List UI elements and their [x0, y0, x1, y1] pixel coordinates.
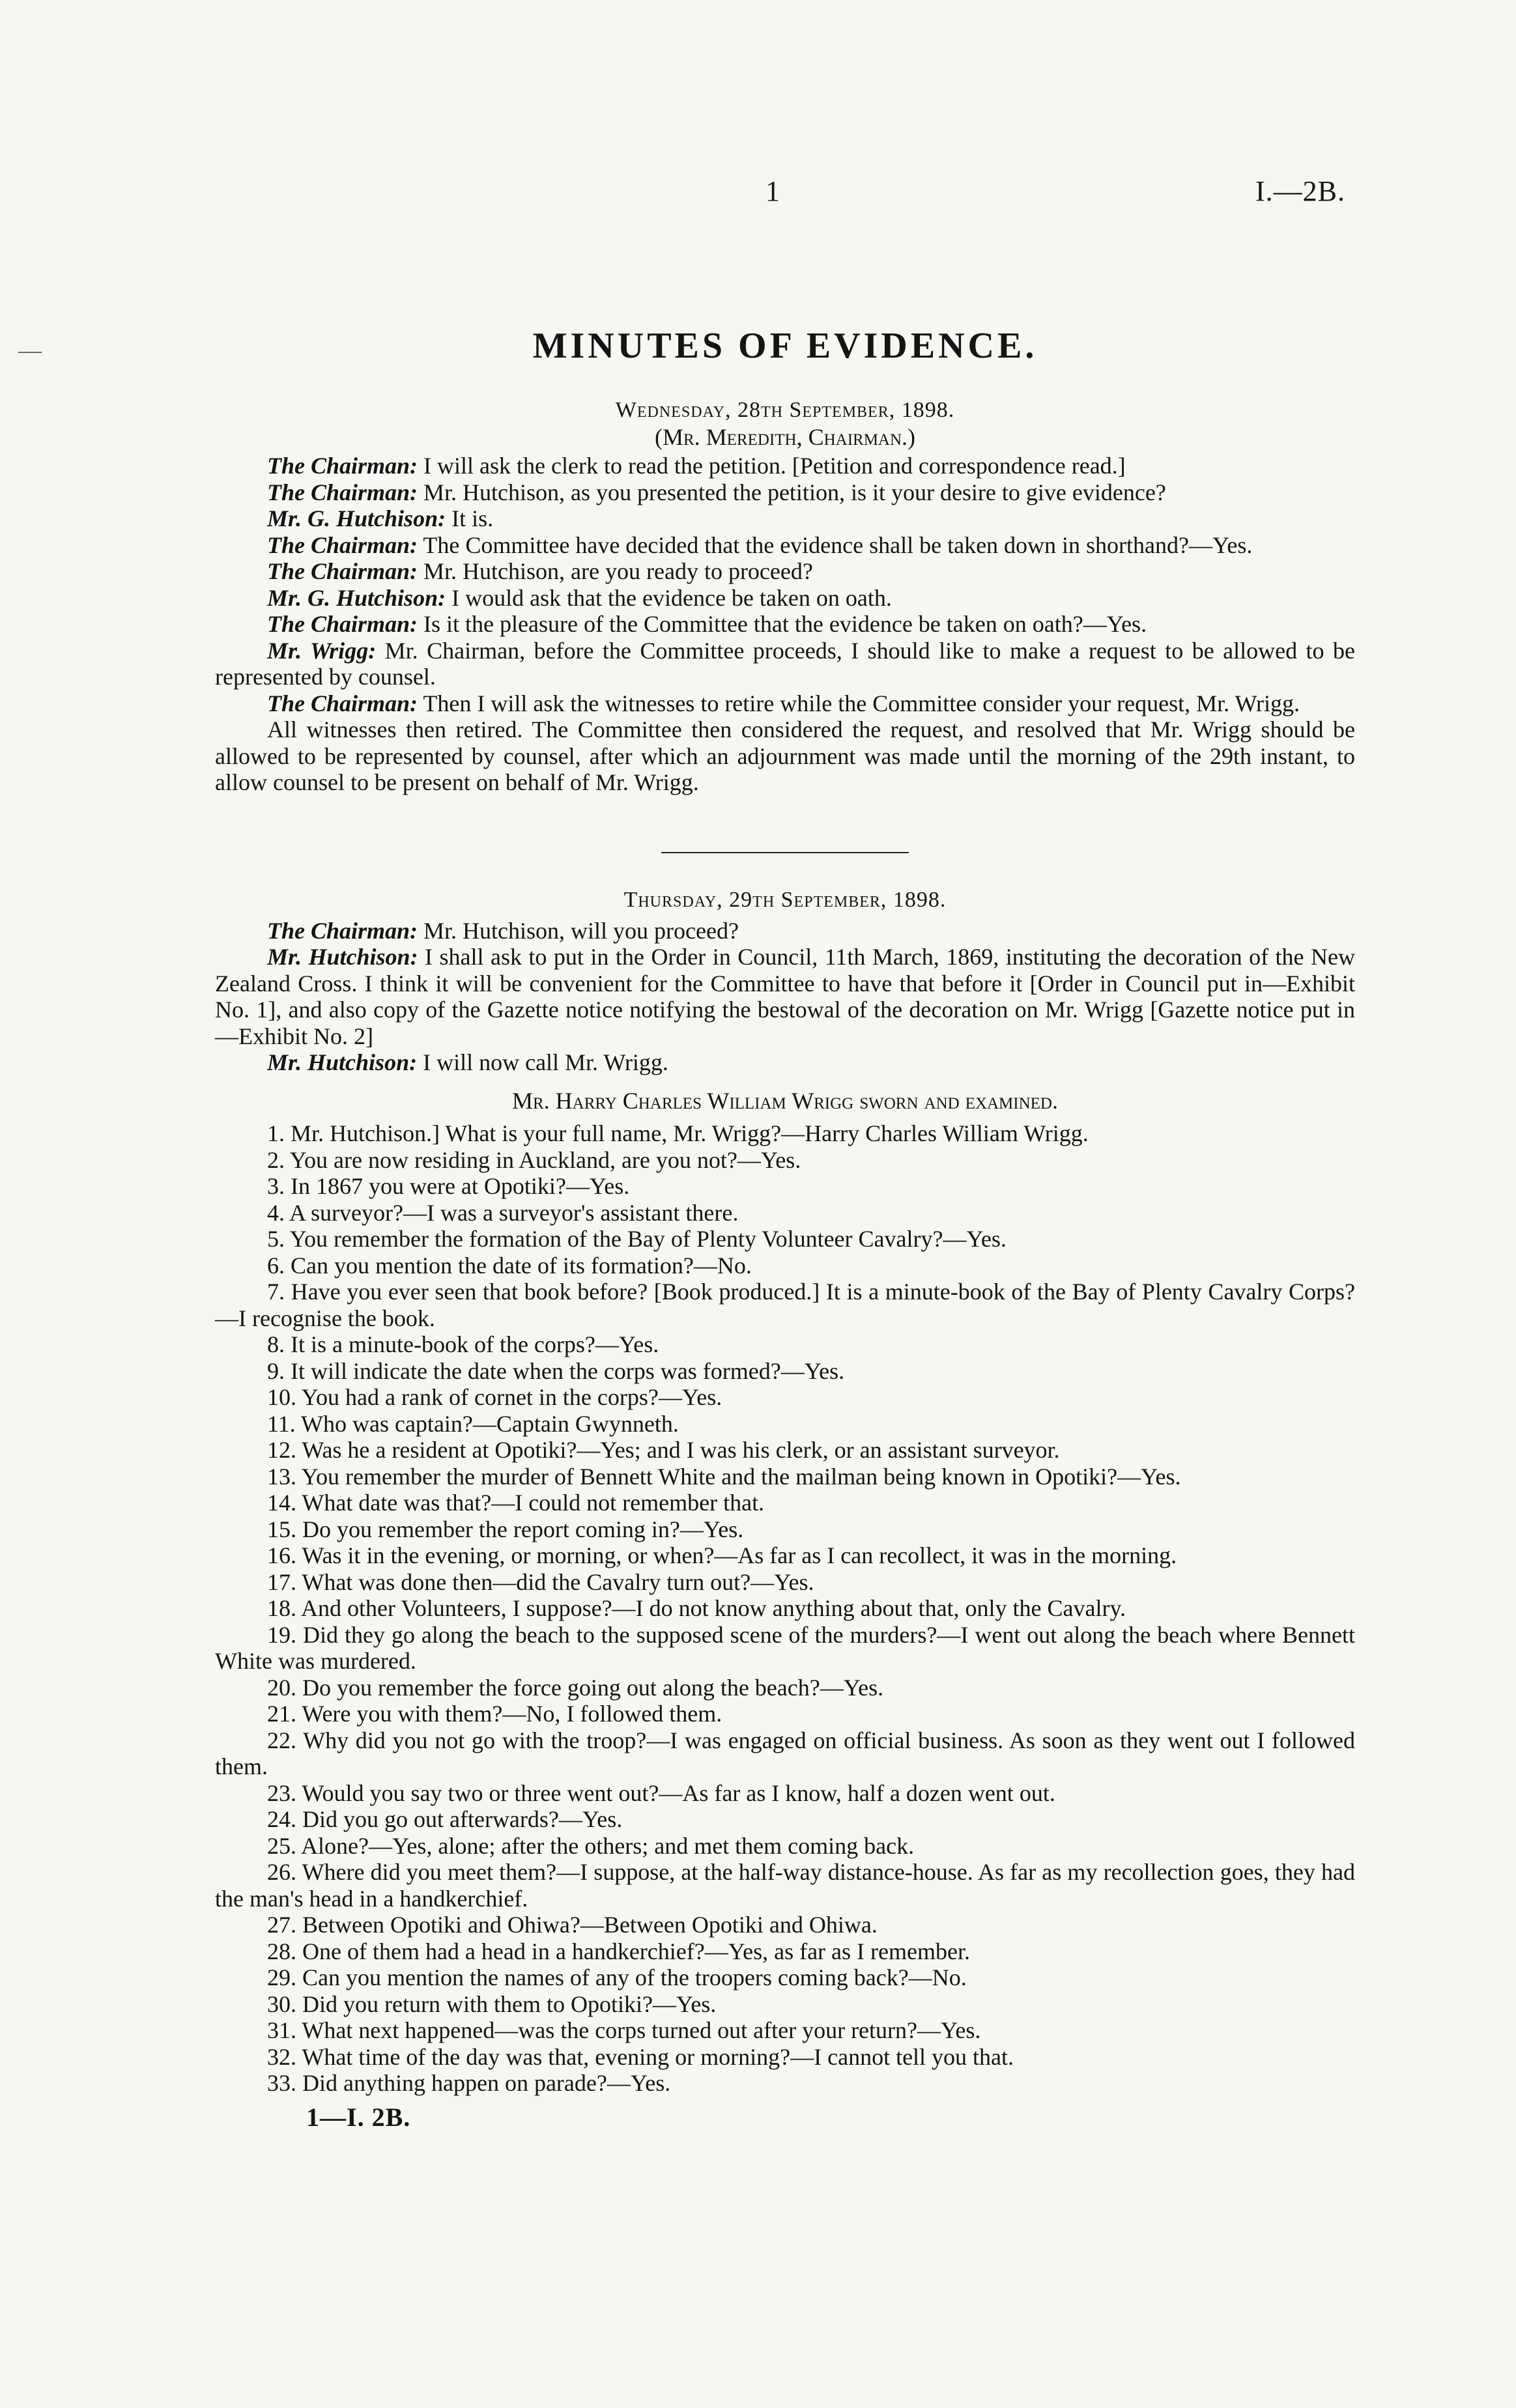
- question-item: 16. Was it in the evening, or morning, or when?—As far as I can recollect, it was in the morning.: [267, 1542, 1177, 1568]
- margin-mark: [18, 352, 42, 353]
- transcript-entry: [215, 1049, 1355, 1076]
- question-item: 9. It will indicate the date when the corps was formed?—Yes.: [267, 1357, 845, 1384]
- transcript-entry: [215, 505, 1355, 532]
- speaker-name: Mr. G. Hutchison:: [267, 584, 446, 611]
- session-entries: [215, 918, 1355, 1076]
- question-item: 14. What date was that?—I could not remember that.: [267, 1490, 765, 1516]
- transcript-entry: [215, 690, 1355, 717]
- page-header: [0, 175, 1516, 214]
- page-number: 1: [765, 175, 780, 207]
- question-item: 28. One of them had a head in a handkerchief?—Yes, as far as I remember.: [267, 1938, 970, 1964]
- entry-text: I will ask the clerk to read the petition. [Petition and correspondence read.]: [418, 453, 1126, 479]
- question-item: 11. Who was captain?—Captain Gwynneth.: [267, 1410, 679, 1437]
- question-item: 17. What was done then—did the Cavalry turn out?—Yes.: [267, 1568, 814, 1595]
- speaker-name: Mr. Wrigg:: [267, 637, 377, 664]
- transcript-entry: [215, 585, 1355, 612]
- speaker-name: Mr. G. Hutchison:: [267, 505, 446, 531]
- document-reference: I.—2B.: [1255, 175, 1345, 207]
- speaker-name: Mr. Hutchison:: [267, 1049, 418, 1075]
- question-item: 18. And other Volunteers, I suppose?—I do not know anything about that, only the Cavalry.: [267, 1595, 1126, 1621]
- entry-text: Then I will ask the witnesses to retire while the Committee consider your request, Mr. Wrigg.: [418, 690, 1300, 716]
- transcript-entry: [215, 918, 1355, 944]
- session-date: Wednesday, 28th September, 1898.: [615, 398, 955, 422]
- question-item: 5. You remember the formation of the Bay of Plenty Volunteer Cavalry?—Yes.: [267, 1226, 1007, 1252]
- question-item: 7. Have you ever seen that book before? [Book produced.] It is a minute-book of the Bay of Plenty Cavalry Corps?—I recognise the book.: [215, 1279, 1355, 1331]
- session-date: Thursday, 29th September, 1898.: [623, 888, 947, 912]
- entry-text: Mr. Hutchison, as you presented the petition, is it your desire to give evidence?: [418, 479, 1166, 505]
- question-item: 32. What time of the day was that, evening or morning?—I cannot tell you that.: [267, 2043, 1014, 2070]
- question-item: 8. It is a minute-book of the corps?—Yes.: [267, 1331, 659, 1357]
- transcript-entry: [215, 453, 1355, 479]
- entry-text: Mr. Hutchison, will you proceed?: [418, 917, 739, 944]
- entry-text: The Committee have decided that the evidence shall be taken down in shorthand?—Yes.: [418, 531, 1253, 558]
- session-wednesday: [215, 397, 1355, 796]
- section-divider: [215, 832, 1355, 859]
- speaker-name: Mr. Hutchison:: [267, 944, 418, 970]
- question-item: 10. You had a rank of cornet in the corps?—Yes.: [267, 1384, 722, 1410]
- question-item: 13. You remember the murder of Bennett White and the mailman being known in Opotiki?—Yes.: [267, 1463, 1181, 1490]
- question-item: 29. Can you mention the names of any of the troopers coming back?—No.: [267, 1964, 967, 1990]
- session-thursday: [215, 887, 1355, 2097]
- entry-text: I would ask that the evidence be taken on oath.: [446, 584, 892, 611]
- speaker-name: The Chairman:: [267, 917, 418, 944]
- question-item: 27. Between Opotiki and Ohiwa?—Between Opotiki and Ohiwa.: [267, 1912, 878, 1938]
- transcript-entry: [215, 716, 1355, 796]
- entry-text: Mr. Chairman, before the Committee proceeds, I should like to make a request to be allowed to be represented by counsel.: [215, 637, 1355, 690]
- question-item: 1. Mr. Hutchison.] What is your full name, Mr. Wrigg?—Harry Charles William Wrigg.: [267, 1120, 1089, 1146]
- speaker-name: The Chairman:: [267, 479, 418, 505]
- question-item: 2. You are now residing in Auckland, are you not?—Yes.: [267, 1146, 801, 1173]
- question-item: 25. Alone?—Yes, alone; after the others; and met them coming back.: [267, 1832, 915, 1859]
- speaker-name: The Chairman:: [267, 531, 418, 558]
- speaker-name: The Chairman:: [267, 690, 418, 716]
- speaker-name: The Chairman:: [267, 453, 418, 479]
- question-item: 23. Would you say two or three went out?—As far as I know, half a dozen went out.: [267, 1779, 1055, 1806]
- footer-signature: 1—I. 2B.: [306, 2102, 411, 2132]
- question-item: 4. A surveyor?—I was a surveyor's assistant there.: [267, 1199, 739, 1226]
- question-item: 24. Did you go out afterwards?—Yes.: [267, 1806, 623, 1832]
- entry-text: I shall ask to put in the Order in Council, 11th March, 1869, instituting the decoration of the New Zealand Cross. I think it will be convenient for the Committee to have that before it [Order in Council put in—Exhibit No. 1], and also copy of the Gazette notice notifying the bestowal of the decoration on Mr. Wrigg [Gazette notice put in—Exhibit No. 2]: [215, 944, 1355, 1049]
- transcript-entry: [215, 611, 1355, 638]
- page-title: MINUTES OF EVIDENCE.: [532, 326, 1038, 366]
- entry-text: Is it the pleasure of the Committee that the evidence be taken on oath?—Yes.: [418, 611, 1147, 637]
- question-item: 12. Was he a resident at Opotiki?—Yes; and I was his clerk, or an assistant surveyor.: [267, 1437, 1060, 1463]
- question-item: 21. Were you with them?—No, I followed them.: [267, 1701, 722, 1727]
- question-item: 19. Did they go along the beach to the supposed scene of the murders?—I went out along the beach where Bennett White was murdered.: [215, 1621, 1355, 1674]
- question-item: 31. What next happened—was the corps turned out after your return?—Yes.: [267, 2017, 981, 2043]
- speaker-name: The Chairman:: [267, 558, 418, 584]
- document-body: [215, 326, 1355, 2131]
- transcript-entry: [215, 944, 1355, 1049]
- question-item: 33. Did anything happen on parade?—Yes.: [267, 2070, 671, 2096]
- transcript-entry: [215, 532, 1355, 559]
- entry-text: It is.: [446, 505, 494, 531]
- question-item: 20. Do you remember the force going out along the beach?—Yes.: [267, 1674, 884, 1701]
- witness-line: Mr. Harry Charles William Wrigg sworn and examined.: [511, 1087, 1058, 1114]
- entry-text: I will now call Mr. Wrigg.: [417, 1049, 668, 1075]
- transcript-entry: [215, 638, 1355, 690]
- question-item: 22. Why did you not go with the troop?—I was engaged on official business. As soon as they went out I followed them.: [215, 1727, 1355, 1779]
- question-item: 26. Where did you meet them?—I suppose, at the half-way distance-house. As far as my recollection goes, they had the man's head in a handkerchief.: [215, 1859, 1355, 1912]
- transcript-entry: [215, 558, 1355, 585]
- question-item: 3. In 1867 you were at Opotiki?—Yes.: [267, 1173, 630, 1199]
- chairman-line: (Mr. Meredith, Chairman.): [654, 423, 916, 450]
- question-list: [215, 1120, 1355, 2097]
- transcript-entry: [215, 479, 1355, 506]
- question-item: 15. Do you remember the report coming in?—Yes.: [267, 1516, 744, 1542]
- question-item: 6. Can you mention the date of its formation?—No.: [267, 1252, 752, 1279]
- entry-text: All witnesses then retired. The Committee then considered the request, and resolved that Mr. Wrigg should be allowed to be represented by counsel, after which an adjournment was made until the morning of the 29th instant, to allow counsel to be present on behalf of Mr. Wrigg.: [215, 716, 1355, 795]
- entry-text: Mr. Hutchison, are you ready to proceed?: [418, 558, 813, 584]
- session-entries: [215, 453, 1355, 796]
- question-item: 30. Did you return with them to Opotiki?—Yes.: [267, 1990, 717, 2017]
- speaker-name: The Chairman:: [267, 611, 418, 637]
